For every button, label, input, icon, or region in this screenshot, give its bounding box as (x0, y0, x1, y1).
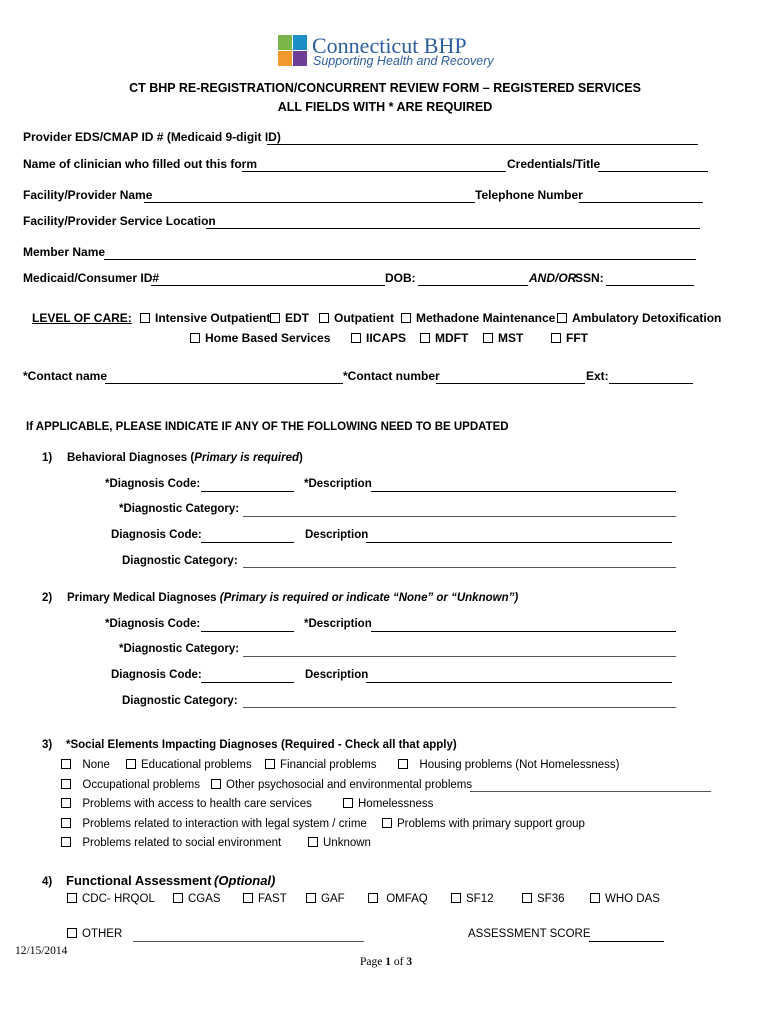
checkbox-icon[interactable] (368, 893, 378, 903)
footer-date: 12/15/2014 (15, 945, 68, 957)
credentials-label: Credentials/Title (507, 157, 601, 171)
assessment-sf12[interactable]: SF12 (451, 893, 494, 905)
loc-mst[interactable]: MST (483, 331, 523, 345)
logo-mark (278, 35, 308, 67)
social-environment[interactable]: Problems related to social environment (61, 837, 281, 849)
social-unknown[interactable]: Unknown (308, 837, 371, 849)
ssn-label: SSN: (575, 271, 604, 285)
checkbox-icon[interactable] (140, 313, 150, 323)
and-or-label: AND/OR (529, 271, 577, 285)
dob-field[interactable] (418, 285, 528, 286)
s1-code-field[interactable] (201, 542, 294, 543)
member-label: Member Name (23, 245, 106, 259)
s2-req-code-label: *Diagnosis Code: (105, 618, 201, 630)
logo-square-blue (293, 35, 307, 50)
assessment-omfaq[interactable]: OMFAQ (368, 893, 428, 905)
loc-methadone[interactable]: Methadone Maintenance (401, 311, 555, 325)
checkbox-icon[interactable] (382, 818, 392, 828)
loc-iicaps[interactable]: IICAPS (351, 331, 406, 345)
update-heading: If APPLICABLE, PLEASE INDICATE IF ANY OF THE FOLLOWING NEED TO BE UPDATED (26, 421, 509, 433)
s1-req-code-field[interactable] (201, 491, 294, 492)
s2-desc-label: Description (305, 669, 369, 681)
social-none[interactable]: None (61, 759, 110, 771)
assessment-fast[interactable]: FAST (243, 893, 287, 905)
social-support-group[interactable]: Problems with primary support group (382, 818, 585, 830)
medicaid-field[interactable] (151, 285, 385, 286)
contact-number-field[interactable] (436, 383, 585, 384)
form-subtitle: ALL FIELDS WITH * ARE REQUIRED (277, 100, 493, 114)
checkbox-icon[interactable] (61, 818, 71, 828)
s2-code-label: Diagnosis Code: (111, 669, 202, 681)
checkbox-icon[interactable] (126, 759, 136, 769)
checkbox-icon[interactable] (61, 798, 71, 808)
telephone-field[interactable] (579, 202, 703, 203)
s2-req-code-field[interactable] (201, 631, 294, 632)
logo-square-purple (293, 51, 307, 66)
facility-name-field[interactable] (144, 202, 475, 203)
assessment-other-field[interactable] (133, 941, 364, 942)
logo-square-orange (278, 51, 292, 66)
assessment-cdc-hrqol[interactable]: CDC- HRQOL (67, 893, 155, 905)
s2-req-desc-label: *Description (304, 618, 372, 630)
credentials-field[interactable] (598, 171, 708, 172)
section4-title: Functional Assessment (66, 873, 212, 888)
checkbox-icon[interactable] (61, 759, 71, 769)
s1-cat-field[interactable] (243, 567, 676, 568)
assessment-score-label: ASSESSMENT SCORE (468, 928, 591, 940)
assessment-sf36[interactable]: SF36 (522, 893, 565, 905)
checkbox-icon[interactable] (557, 313, 567, 323)
social-other-psychosocial[interactable]: Other psychosocial and environmental problems (211, 779, 472, 791)
page-number: Page 1 of 3 (360, 956, 413, 968)
assessment-score-field[interactable] (589, 941, 664, 942)
section1-number: 1) (42, 452, 53, 464)
ext-label: Ext: (586, 369, 609, 383)
loc-ambulatory-detox[interactable]: Ambulatory Detoxification (557, 311, 721, 325)
s1-code-label: Diagnosis Code: (111, 529, 202, 541)
assessment-cgas[interactable]: CGAS (173, 893, 221, 905)
checkbox-icon[interactable] (343, 798, 353, 808)
social-legal[interactable]: Problems related to interaction with legal system / crime (61, 818, 367, 830)
checkbox-icon[interactable] (67, 893, 77, 903)
checkbox-icon[interactable] (243, 893, 253, 903)
loc-fft[interactable]: FFT (551, 331, 588, 345)
logo-subtitle: Supporting Health and Recovery (313, 54, 494, 68)
social-occupational[interactable]: Occupational problems (61, 779, 200, 791)
loc-intensive-outpatient[interactable]: Intensive Outpatient (140, 311, 270, 325)
section1-title: Behavioral Diagnoses (Primary is required) (67, 452, 303, 464)
checkbox-icon[interactable] (61, 779, 71, 789)
checkbox-icon[interactable] (483, 333, 493, 343)
logo-square-green (278, 35, 292, 50)
s2-req-desc-field[interactable] (371, 631, 676, 632)
checkbox-icon[interactable] (67, 928, 77, 938)
s1-req-cat-label: *Diagnostic Category: (119, 503, 240, 515)
ext-field[interactable] (609, 383, 693, 384)
s2-code-field[interactable] (201, 682, 294, 683)
level-of-care-label: LEVEL OF CARE: (32, 311, 132, 325)
assessment-who-das[interactable]: WHO DAS (590, 893, 660, 905)
member-field[interactable] (104, 259, 696, 260)
section3-title: *Social Elements Impacting Diagnoses (66, 739, 278, 751)
clinician-field[interactable] (242, 171, 506, 172)
assessment-gaf[interactable]: GAF (306, 893, 345, 905)
ssn-field[interactable] (606, 285, 694, 286)
s1-req-desc-field[interactable] (371, 491, 676, 492)
checkbox-icon[interactable] (351, 333, 361, 343)
s1-desc-field[interactable] (366, 542, 672, 543)
s1-req-desc-label: *Description (304, 478, 372, 490)
contact-number-label: *Contact number (343, 369, 440, 383)
checkbox-icon[interactable] (522, 893, 532, 903)
loc-edt[interactable]: EDT (270, 311, 309, 325)
checkbox-icon[interactable] (306, 893, 316, 903)
checkbox-icon[interactable] (270, 313, 280, 323)
checkbox-icon[interactable] (319, 313, 329, 323)
social-homelessness[interactable]: Homelessness (343, 798, 433, 810)
dob-label: DOB: (385, 271, 416, 285)
location-label: Facility/Provider Service Location (23, 214, 216, 228)
contact-name-label: *Contact name (23, 369, 108, 383)
checkbox-icon[interactable] (590, 893, 600, 903)
social-financial[interactable]: Financial problems (265, 759, 377, 771)
loc-home-based[interactable]: Home Based Services (190, 331, 330, 345)
provider-id-label: Provider EDS/CMAP ID # (Medicaid 9-digit ID) (23, 130, 281, 144)
checkbox-icon[interactable] (398, 759, 408, 769)
loc-mdft[interactable]: MDFT (420, 331, 468, 345)
social-access[interactable]: Problems with access to health care services (61, 798, 312, 810)
checkbox-icon[interactable] (308, 837, 318, 847)
checkbox-icon[interactable] (61, 837, 71, 847)
checkbox-icon[interactable] (451, 893, 461, 903)
social-housing[interactable]: Housing problems (Not Homelessness) (398, 759, 619, 771)
section4-optional: (Optional) (214, 873, 276, 888)
checkbox-icon[interactable] (173, 893, 183, 903)
checkbox-icon[interactable] (551, 333, 561, 343)
facility-name-label: Facility/Provider Name (23, 188, 153, 202)
s1-req-code-label: *Diagnosis Code: (105, 478, 201, 490)
s2-req-cat-label: *Diagnostic Category: (119, 643, 240, 655)
section3-number: 3) (42, 739, 53, 751)
checkbox-icon[interactable] (401, 313, 411, 323)
s2-desc-field[interactable] (366, 682, 672, 683)
contact-name-field[interactable] (105, 383, 343, 384)
s2-cat-field[interactable] (243, 707, 676, 708)
location-field[interactable] (206, 228, 700, 229)
logo-title: Connecticut BHP (312, 33, 467, 58)
checkbox-icon[interactable] (211, 779, 221, 789)
checkbox-icon[interactable] (190, 333, 200, 343)
s1-req-cat-field[interactable] (243, 516, 676, 517)
assessment-other[interactable]: OTHER (67, 928, 122, 940)
social-other-field[interactable] (470, 791, 711, 792)
telephone-label: Telephone Number (475, 188, 583, 202)
medicaid-label: Medicaid/Consumer ID# (23, 271, 160, 285)
provider-id-field[interactable] (267, 144, 698, 145)
s2-cat-label: Diagnostic Category: (122, 695, 238, 707)
social-educational[interactable]: Educational problems (126, 759, 252, 771)
section2-number: 2) (42, 592, 53, 604)
clinician-label: Name of clinician who filled out this form (23, 157, 258, 171)
section4-number: 4) (42, 876, 53, 888)
loc-outpatient[interactable]: Outpatient (319, 311, 394, 325)
checkbox-icon[interactable] (265, 759, 275, 769)
section3-note: (Required - Check all that apply) (281, 739, 457, 751)
s1-desc-label: Description (305, 529, 369, 541)
checkbox-icon[interactable] (420, 333, 430, 343)
section2-title: Primary Medical Diagnoses (Primary is required or indicate “None” or “Unknown”) (67, 592, 519, 604)
s2-req-cat-field[interactable] (243, 656, 676, 657)
form-title: CT BHP RE-REGISTRATION/CONCURRENT REVIEW FORM – REGISTERED SERVICES (129, 81, 641, 95)
s1-cat-label: Diagnostic Category: (122, 555, 238, 567)
